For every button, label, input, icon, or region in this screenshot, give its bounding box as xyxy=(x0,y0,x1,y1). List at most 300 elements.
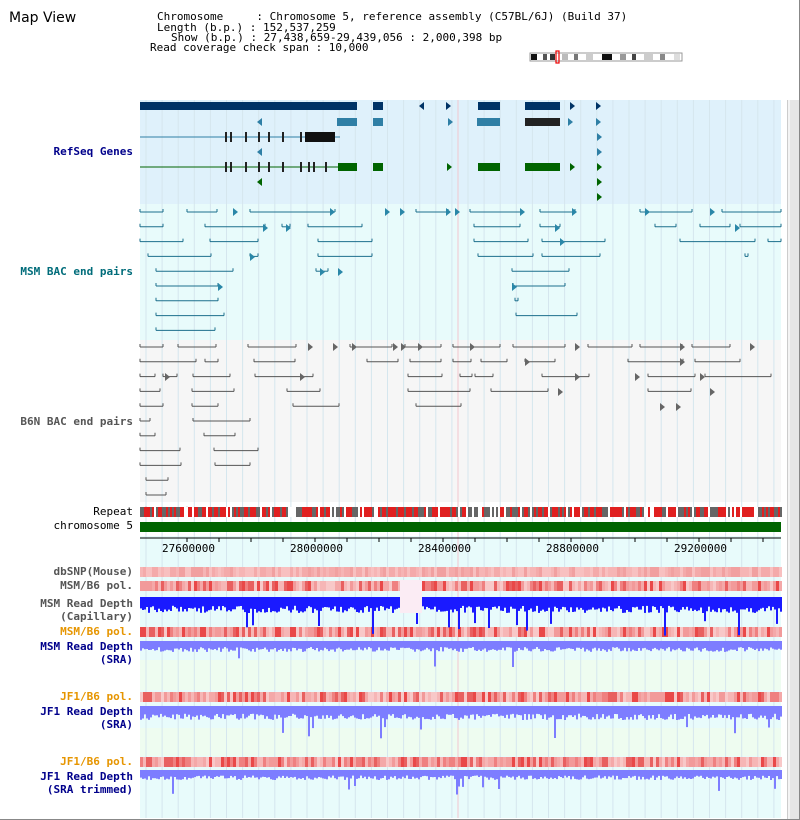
dbsnp-heat xyxy=(296,567,299,577)
msm-depth-sra xyxy=(512,641,514,667)
msm-depth-capillary xyxy=(458,597,460,629)
repeat-mark xyxy=(754,507,756,517)
msm-depth-capillary xyxy=(776,597,778,624)
jf1-b6-pol-heat xyxy=(605,692,608,702)
jf1-depth-trimmed xyxy=(748,770,750,776)
jf1-depth-sra xyxy=(554,706,556,738)
jf1-depth-trimmed xyxy=(260,770,262,778)
msm-b6-pol-heat-2 xyxy=(473,627,476,637)
jf1-depth-sra xyxy=(156,706,158,715)
jf1-depth-sra xyxy=(410,706,412,717)
msm-b6-pol-heat xyxy=(653,581,656,591)
jf1-depth-sra xyxy=(702,706,704,715)
jf1-depth-trimmed xyxy=(670,770,672,779)
msm-b6-pol-heat xyxy=(668,581,671,591)
jf1-b6-pol-heat xyxy=(308,692,311,702)
dbsnp-heat xyxy=(545,567,548,577)
jf1-depth-sra xyxy=(508,706,510,719)
repeat-mark xyxy=(368,507,370,517)
msm-depth-capillary xyxy=(740,597,742,609)
jf1-depth-sra xyxy=(696,706,698,718)
msm-depth-capillary xyxy=(304,597,306,611)
msm-depth-sra xyxy=(214,641,216,649)
jf1-depth-trimmed xyxy=(336,770,338,779)
jf1-b6-pol-heat-2 xyxy=(668,757,671,767)
repeat-mark xyxy=(624,507,626,517)
jf1-b6-pol-heat-2 xyxy=(194,757,197,767)
exon-mark xyxy=(300,162,302,172)
repeat-mark xyxy=(524,507,526,517)
repeat-mark xyxy=(258,507,260,517)
msm-depth-capillary xyxy=(652,597,654,606)
msm-b6-pol-heat xyxy=(314,581,317,591)
msm-b6-pol-heat-2 xyxy=(608,627,611,637)
repeat-mark xyxy=(544,507,546,517)
msm-depth-capillary xyxy=(686,597,688,607)
repeat-mark xyxy=(154,507,156,517)
dbsnp-heat xyxy=(236,567,239,577)
jf1-depth-trimmed xyxy=(652,770,654,776)
jf1-depth-trimmed xyxy=(608,770,610,776)
repeat-mark xyxy=(358,507,360,517)
jf1-depth-sra xyxy=(336,706,338,719)
jf1-depth-trimmed xyxy=(676,770,678,777)
jf1-b6-pol-heat xyxy=(143,692,146,702)
msm-b6-pol-heat-2 xyxy=(290,627,293,637)
msm-depth-sra xyxy=(610,641,612,651)
repeat-mark xyxy=(762,507,764,517)
msm-depth-sra xyxy=(510,641,512,648)
dbsnp-heat xyxy=(668,567,671,577)
jf1-depth-trimmed xyxy=(532,770,534,779)
jf1-depth-sra xyxy=(334,706,336,719)
dbsnp-heat xyxy=(278,567,281,577)
repeat-mark xyxy=(212,507,214,517)
dbsnp-heat xyxy=(659,567,662,577)
jf1-depth-sra xyxy=(268,706,270,719)
msm-depth-capillary xyxy=(754,597,756,613)
msm-b6-pol-heat xyxy=(473,581,476,591)
msm-depth-capillary xyxy=(526,597,528,631)
dbsnp-heat xyxy=(761,567,764,577)
dbsnp-heat xyxy=(677,567,680,577)
msm-depth-sra xyxy=(384,641,386,649)
msm-depth-sra xyxy=(212,641,214,650)
msm-b6-pol-heat-2 xyxy=(698,627,701,637)
repeat-mark xyxy=(748,507,750,517)
dbsnp-heat xyxy=(719,567,722,577)
dbsnp-heat xyxy=(368,567,371,577)
msm-depth-sra xyxy=(456,641,458,651)
msm-b6-pol-heat-2 xyxy=(155,627,158,637)
jf1-depth-trimmed xyxy=(522,770,524,778)
dbsnp-heat xyxy=(380,567,383,577)
msm-depth-capillary xyxy=(704,597,706,621)
msm-depth-capillary xyxy=(522,597,524,606)
msm-b6-pol-heat xyxy=(602,581,605,591)
msm-b6-pol-heat xyxy=(188,581,191,591)
jf1-depth-sra xyxy=(712,706,714,715)
jf1-depth-sra xyxy=(160,706,162,714)
msm-depth-capillary xyxy=(426,597,428,607)
msm-b6-pol-heat-2 xyxy=(485,627,488,637)
jf1-depth-sra xyxy=(560,706,562,719)
msm-b6-pol-heat xyxy=(215,581,218,591)
jf1-b6-pol-heat-2 xyxy=(365,757,368,767)
msm-depth-sra xyxy=(614,641,616,648)
repeat-mark xyxy=(580,507,582,517)
repeat-mark xyxy=(468,507,470,517)
msm-b6-pol-heat xyxy=(449,581,452,591)
msm-b6-pol-heat xyxy=(491,581,494,591)
msm-b6-pol-heat-2 xyxy=(182,627,185,637)
jf1-depth-trimmed xyxy=(296,770,298,780)
jf1-b6-pol-heat xyxy=(440,692,443,702)
msm-b6-pol-heat-2 xyxy=(530,627,533,637)
exon-mark xyxy=(258,132,260,142)
msm-depth-capillary xyxy=(780,597,782,612)
msm-depth-capillary xyxy=(558,597,560,612)
jf1-b6-pol-heat xyxy=(710,692,713,702)
msm-b6-pol-heat-2 xyxy=(503,627,506,637)
jf1-b6-pol-heat-2 xyxy=(740,757,743,767)
jf1-depth-trimmed xyxy=(374,770,376,776)
jf1-b6-pol-heat-2 xyxy=(383,757,386,767)
jf1-b6-pol-heat xyxy=(467,692,470,702)
msm-depth-sra xyxy=(450,641,452,648)
msm-depth-capillary xyxy=(308,597,310,606)
gene-block xyxy=(373,163,383,171)
jf1-b6-pol-heat xyxy=(746,692,749,702)
jf1-b6-pol-heat-2 xyxy=(545,757,548,767)
jf1-depth-trimmed xyxy=(502,770,504,778)
msm-depth-sra xyxy=(748,641,750,647)
msm-depth-sra xyxy=(746,641,748,650)
jf1-depth-sra xyxy=(588,706,590,719)
dbsnp-heat xyxy=(479,567,482,577)
jf1-depth-sra xyxy=(230,706,232,715)
jf1-depth-sra xyxy=(590,706,592,720)
jf1-b6-pol-heat-2 xyxy=(563,757,566,767)
jf1-b6-pol-heat-2 xyxy=(239,757,242,767)
msm-read-depth-sra-label-2: (SRA) xyxy=(99,653,133,666)
repeat-mark xyxy=(314,507,316,517)
jf1-depth-sra xyxy=(690,706,692,719)
jf1-depth-trimmed xyxy=(232,770,234,777)
msm-depth-sra xyxy=(534,641,536,649)
msm-b6-pol-heat xyxy=(200,581,203,591)
msm-depth-capillary xyxy=(318,597,320,626)
jf1-depth-sra xyxy=(246,706,248,717)
jf1-b6-pol-heat-2 xyxy=(311,757,314,767)
msm-depth-sra xyxy=(560,641,562,650)
dbsnp-heat xyxy=(350,567,353,577)
jf1-depth-trimmed xyxy=(334,770,336,778)
msm-depth-sra xyxy=(482,641,484,650)
msm-b6-pol-heat-2 xyxy=(551,627,554,637)
dbsnp-heat xyxy=(536,567,539,577)
msm-depth-sra xyxy=(722,641,724,648)
scrollbar-thumb[interactable] xyxy=(790,100,799,820)
dbsnp-heat xyxy=(206,567,209,577)
jf1-depth-trimmed xyxy=(304,770,306,780)
jf1-depth-trimmed xyxy=(648,770,650,780)
jf1-depth-sra xyxy=(318,706,320,719)
msm-depth-sra xyxy=(524,641,526,647)
dbsnp-heat xyxy=(722,567,725,577)
jf1-depth-trimmed xyxy=(378,770,380,780)
repeat-mark xyxy=(780,507,782,517)
msm-bac-label: MSM BAC end pairs xyxy=(20,265,133,278)
msm-b6-pol-heat-2 xyxy=(188,627,191,637)
dbsnp-heat xyxy=(437,567,440,577)
jf1-depth-sra xyxy=(520,706,522,715)
msm-b6-pol-heat-2 xyxy=(743,627,746,637)
jf1-depth-trimmed xyxy=(456,770,458,795)
dbsnp-heat xyxy=(662,567,665,577)
msm-b6-pol-heat-2 xyxy=(539,627,542,637)
msm-b6-pol-heat xyxy=(362,581,365,591)
jf1-depth-trimmed xyxy=(436,770,438,780)
jf1-depth-trimmed xyxy=(410,770,412,779)
msm-depth-capillary xyxy=(228,597,230,610)
jf1-b6-pol-heat-2 xyxy=(704,757,707,767)
jf1-depth-sra xyxy=(606,706,608,717)
jf1-depth-trimmed xyxy=(554,770,556,778)
msm-depth-sra xyxy=(146,641,148,649)
jf1-b6-pol-heat-2 xyxy=(707,757,710,767)
refseq-track-bg xyxy=(140,100,781,204)
msm-b6-pol-heat xyxy=(152,581,155,591)
jf1-depth-trimmed xyxy=(678,770,680,778)
msm-depth-capillary xyxy=(348,597,350,609)
msm-depth-sra xyxy=(338,641,340,648)
repeat-mark xyxy=(478,507,480,517)
jf1-depth-trimmed xyxy=(620,770,622,780)
jf1-b6-pol-heat-2 xyxy=(644,757,647,767)
msm-depth-sra xyxy=(230,641,232,650)
msm-b6-pol-heat xyxy=(641,581,644,591)
jf1-depth-trimmed xyxy=(450,770,452,776)
jf1-depth-trimmed xyxy=(772,770,774,778)
msm-depth-capillary xyxy=(470,597,472,607)
dbsnp-heat xyxy=(419,567,422,577)
coverage-span-info: Read coverage check span : 10,000 xyxy=(150,41,369,54)
msm-b6-pol-heat xyxy=(461,581,464,591)
msm-b6-pol-heat-2 xyxy=(434,627,437,637)
repeat-mark xyxy=(420,507,422,517)
repeat-mark xyxy=(264,507,266,517)
repeat-mark xyxy=(508,507,510,517)
jf1-depth-sra xyxy=(670,706,672,715)
jf1-b6-pol-heat xyxy=(455,692,458,702)
msm-depth-sra xyxy=(630,641,632,651)
msm-b6-pol-heat xyxy=(158,581,161,591)
msm-depth-sra xyxy=(586,641,588,649)
msm-depth-capillary xyxy=(608,597,610,607)
jf1-depth-sra xyxy=(258,706,260,716)
jf1-b6-pol-heat xyxy=(380,692,383,702)
exon-mark xyxy=(268,162,270,172)
msm-depth-capillary xyxy=(532,597,534,612)
repeat-mark xyxy=(622,507,624,517)
msm-b6-pol-heat xyxy=(737,581,740,591)
jf1-depth-trimmed xyxy=(708,770,710,778)
jf1-depth-sra xyxy=(566,706,568,717)
msm-depth-sra xyxy=(350,641,352,649)
msm-b6-pol-heat xyxy=(155,581,158,591)
jf1-b6-pol-heat-2 xyxy=(209,757,212,767)
msm-depth-capillary xyxy=(438,597,440,610)
msm-depth-sra xyxy=(740,641,742,647)
jf1-depth-trimmed xyxy=(426,770,428,776)
msm-b6-pol-heat xyxy=(611,581,614,591)
repeat-mark xyxy=(432,507,434,517)
msm-depth-capillary xyxy=(252,597,254,625)
msm-depth-sra xyxy=(346,641,348,650)
msm-depth-sra xyxy=(414,641,416,652)
jf1-depth-sra xyxy=(692,706,694,720)
msm-depth-sra xyxy=(274,641,276,648)
jf1-depth-sra xyxy=(344,706,346,718)
repeat-mark xyxy=(436,507,438,517)
jf1-depth-sra xyxy=(164,706,166,716)
jf1-depth-trimmed xyxy=(534,770,536,778)
msm-b6-pol-heat-2 xyxy=(374,627,377,637)
dbsnp-heat xyxy=(197,567,200,577)
jf1-depth-sra xyxy=(672,706,674,719)
vertical-scrollbar[interactable] xyxy=(787,100,800,820)
msm-depth-capillary xyxy=(528,597,530,610)
jf1-b6-pol-heat-2 xyxy=(287,757,290,767)
jf1-depth-trimmed xyxy=(198,770,200,776)
msm-depth-capillary xyxy=(538,597,540,613)
jf1-depth-trimmed xyxy=(690,770,692,779)
dbsnp-heat xyxy=(275,567,278,577)
msm-depth-capillary xyxy=(692,597,694,611)
msm-depth-capillary xyxy=(662,597,664,608)
jf1-depth-sra xyxy=(252,706,254,714)
msm-depth-sra xyxy=(234,641,236,651)
msm-b6-pol-heat xyxy=(365,581,368,591)
msm-depth-sra xyxy=(734,641,736,650)
msm-depth-capillary xyxy=(152,597,154,606)
jf1-b6-pol-heat-2 xyxy=(338,757,341,767)
msm-depth-sra xyxy=(256,641,258,648)
jf1-b6-pol-heat-2 xyxy=(224,757,227,767)
repeat-mark xyxy=(696,507,698,517)
msm-b6-pol-heat xyxy=(509,581,512,591)
msm-depth-capillary xyxy=(206,597,208,612)
jf1-b6-pol-heat-2 xyxy=(272,757,275,767)
msm-depth-sra xyxy=(480,641,482,651)
jf1-b6-pol-heat-2 xyxy=(212,757,215,767)
msm-depth-sra xyxy=(378,641,380,647)
jf1-b6-pol-heat-2 xyxy=(584,757,587,767)
jf1-b6-pol-heat-2 xyxy=(245,757,248,767)
msm-depth-sra xyxy=(498,641,500,650)
msm-b6-pol-heat-2 xyxy=(728,627,731,637)
msm-depth-capillary xyxy=(224,597,226,607)
jf1-depth-trimmed xyxy=(274,770,276,780)
jf1-depth-trimmed xyxy=(386,770,388,780)
msm-depth-sra xyxy=(168,641,170,650)
msm-depth-capillary xyxy=(708,597,710,607)
msm-b6-pol-heat xyxy=(512,581,515,591)
msm-b6-pol-heat-2 xyxy=(209,627,212,637)
msm-depth-capillary xyxy=(648,597,650,613)
jf1-depth-trimmed xyxy=(544,770,546,777)
axis-tick-label: 29200000 xyxy=(674,542,727,555)
jf1-b6-pol-heat xyxy=(485,692,488,702)
msm-b6-pol-heat xyxy=(308,581,311,591)
msm-depth-sra xyxy=(204,641,206,650)
jf1-depth-sra xyxy=(684,706,686,717)
jf1-depth-sra xyxy=(650,706,652,719)
repeat-mark xyxy=(222,507,224,517)
jf1-depth-sra xyxy=(292,706,294,714)
jf1-b6-pol-heat xyxy=(722,692,725,702)
msm-b6-pol-heat-2 xyxy=(686,627,689,637)
msm-b6-pol-heat xyxy=(707,581,710,591)
msm-depth-capillary xyxy=(606,597,608,612)
msm-depth-sra xyxy=(166,641,168,650)
jf1-depth-trimmed xyxy=(316,770,318,778)
jf1-b6-pol-heat xyxy=(500,692,503,702)
dbsnp-heat xyxy=(584,567,587,577)
jf1-b6-pol-heat xyxy=(284,692,287,702)
jf1-depth-sra xyxy=(602,706,604,714)
sra-bg-2 xyxy=(140,728,781,756)
jf1-b6-pol-heat-2 xyxy=(470,757,473,767)
jf1-depth-sra xyxy=(300,706,302,718)
jf1-depth-trimmed xyxy=(590,770,592,779)
repeat-mark xyxy=(152,507,154,517)
msm-depth-sra xyxy=(652,641,654,649)
msm-depth-sra xyxy=(242,641,244,648)
jf1-b6-pol-heat xyxy=(245,692,248,702)
jf1-b6-pol-heat-2 xyxy=(737,757,740,767)
jf1-depth-sra xyxy=(708,706,710,719)
msm-depth-sra xyxy=(584,641,586,652)
jf1-b6-pol-heat-2 xyxy=(260,757,263,767)
jf1-depth-trimmed xyxy=(292,770,294,778)
jf1-depth-sra xyxy=(352,706,354,715)
msm-depth-capillary xyxy=(572,597,574,612)
repeat-mark xyxy=(172,507,174,517)
jf1-depth-sra xyxy=(426,706,428,719)
msm-depth-sra xyxy=(264,641,266,648)
jf1-depth-sra xyxy=(418,706,420,718)
jf1-depth-trimmed xyxy=(322,770,324,778)
repeat-mark xyxy=(616,507,618,517)
msm-b6-pol-heat xyxy=(497,581,500,591)
jf1-depth-sra xyxy=(616,706,618,714)
jf1-depth-trimmed xyxy=(472,770,474,776)
jf1-b6-pol-heat-2 xyxy=(389,757,392,767)
jf1-b6-pol-heat-2 xyxy=(719,757,722,767)
msm-depth-sra xyxy=(672,641,674,649)
jf1-b6-pol-heat xyxy=(326,692,329,702)
jf1-depth-sra xyxy=(770,706,772,719)
repeat-mark xyxy=(308,507,310,517)
msm-b6-pol-heat-2 xyxy=(350,627,353,637)
dbsnp-heat xyxy=(686,567,689,577)
jf1-depth-sra xyxy=(608,706,610,716)
msm-depth-sra xyxy=(276,641,278,652)
jf1-b6-pol-heat-2 xyxy=(500,757,503,767)
msm-depth-sra xyxy=(144,641,146,649)
